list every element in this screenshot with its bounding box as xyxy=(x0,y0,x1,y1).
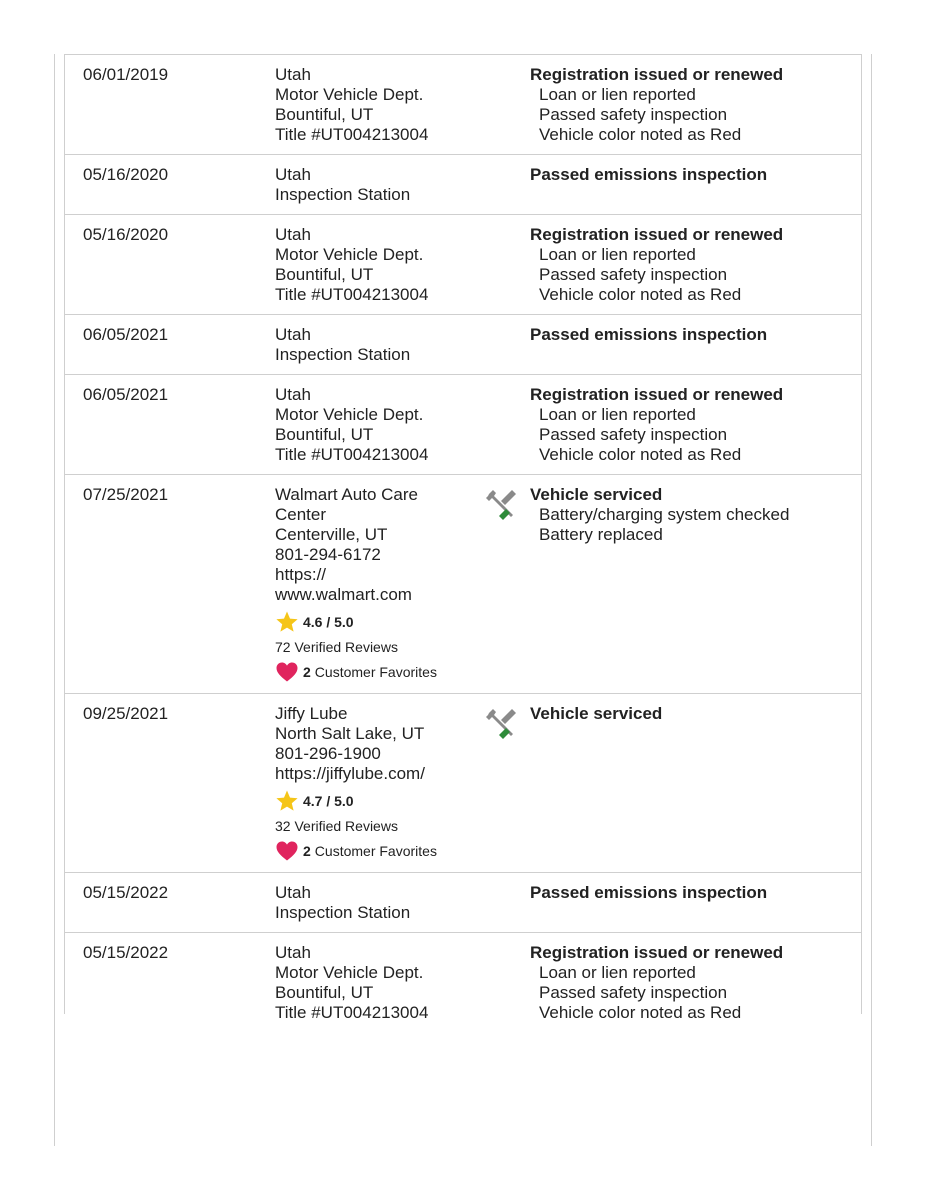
source-line: Utah xyxy=(275,883,311,902)
customer-favorites xyxy=(275,660,475,684)
source-line: 801-296-1900 xyxy=(275,744,381,763)
record-detail-item: Loan or lien reported xyxy=(539,245,696,264)
record-detail-item: Loan or lien reported xyxy=(539,405,696,424)
service-tools-icon xyxy=(485,487,519,521)
record-date: 05/15/2022 xyxy=(83,943,169,962)
table-border-right xyxy=(861,54,862,1014)
source-line: Utah xyxy=(275,65,311,84)
record-headline: Passed emissions inspection xyxy=(530,165,768,184)
record-date: 09/25/2021 xyxy=(83,704,169,723)
history-record-row xyxy=(65,873,861,933)
history-record-row xyxy=(65,694,861,873)
source-line: Utah xyxy=(275,325,311,344)
record-source xyxy=(275,325,475,365)
record-details xyxy=(530,485,789,545)
record-date: 05/16/2020 xyxy=(83,225,169,244)
record-details xyxy=(530,225,783,305)
record-headline: Registration issued or renewed xyxy=(530,943,784,962)
record-source xyxy=(275,165,475,205)
favorites-label: Customer Favorites xyxy=(314,664,437,680)
source-line: Bountiful, UT xyxy=(275,983,374,1002)
rating-value: 4.7 / 5.0 xyxy=(303,793,354,809)
record-details xyxy=(530,65,783,145)
source-website-link[interactable]: https:// xyxy=(275,565,327,584)
verified-reviews-count[interactable]: 32 Verified Reviews xyxy=(275,818,398,834)
record-detail-item: Battery/charging system checked xyxy=(539,505,790,524)
record-date: 06/05/2021 xyxy=(83,325,169,344)
source-line: Center xyxy=(275,505,327,524)
record-date: 05/16/2020 xyxy=(83,165,169,184)
history-record-row xyxy=(65,55,861,155)
history-record-row xyxy=(65,933,861,1032)
record-source xyxy=(275,704,475,863)
source-line: Motor Vehicle Dept. xyxy=(275,85,424,104)
verified-reviews-count[interactable]: 72 Verified Reviews xyxy=(275,639,398,655)
history-record-row xyxy=(65,475,861,694)
record-source xyxy=(275,883,475,923)
record-detail-item: Passed safety inspection xyxy=(539,105,728,124)
history-record-row xyxy=(65,215,861,315)
heart-icon xyxy=(275,839,299,863)
record-source xyxy=(275,225,475,305)
service-tools-icon xyxy=(485,706,519,740)
record-details xyxy=(530,385,783,465)
page-frame-left xyxy=(54,54,55,1146)
star-icon xyxy=(275,610,299,634)
record-details xyxy=(530,325,767,345)
customer-favorites xyxy=(275,839,475,863)
record-detail-item: Loan or lien reported xyxy=(539,963,696,982)
record-source xyxy=(275,65,475,145)
record-detail-item: Loan or lien reported xyxy=(539,85,696,104)
record-source xyxy=(275,485,475,684)
record-headline: Passed emissions inspection xyxy=(530,883,768,902)
source-line: Title #UT004213004 xyxy=(275,445,429,464)
history-record-row xyxy=(65,315,861,375)
favorites-count: 2 xyxy=(303,664,311,680)
history-record-row xyxy=(65,375,861,475)
record-headline: Passed emissions inspection xyxy=(530,325,768,344)
record-source xyxy=(275,385,475,465)
source-line: North Salt Lake, UT xyxy=(275,724,425,743)
record-detail-item: Vehicle color noted as Red xyxy=(539,285,742,304)
record-date: 05/15/2022 xyxy=(83,883,169,902)
history-record-row xyxy=(65,155,861,215)
record-date: 06/05/2021 xyxy=(83,385,169,404)
record-headline: Registration issued or renewed xyxy=(530,225,784,244)
source-line: Jiffy Lube xyxy=(275,704,348,723)
record-detail-item: Passed safety inspection xyxy=(539,425,728,444)
record-details xyxy=(530,883,767,903)
page-frame-right xyxy=(871,54,872,1146)
source-line: Utah xyxy=(275,943,311,962)
star-icon xyxy=(275,789,299,813)
source-line: 801-294-6172 xyxy=(275,545,381,564)
record-headline: Registration issued or renewed xyxy=(530,385,784,404)
record-detail-item: Passed safety inspection xyxy=(539,265,728,284)
source-line: Title #UT004213004 xyxy=(275,1003,429,1022)
source-line: Inspection Station xyxy=(275,185,411,204)
record-detail-item: Vehicle color noted as Red xyxy=(539,445,742,464)
vehicle-history-table xyxy=(65,55,861,1032)
record-details xyxy=(530,165,767,185)
record-details xyxy=(530,704,662,724)
rating xyxy=(275,789,475,813)
rating xyxy=(275,610,475,634)
record-date: 07/25/2021 xyxy=(83,485,169,504)
source-website-link[interactable]: https://jiffylube.com/ xyxy=(275,764,425,783)
source-line: Title #UT004213004 xyxy=(275,125,429,144)
source-line: Motor Vehicle Dept. xyxy=(275,405,424,424)
source-line: Inspection Station xyxy=(275,345,411,364)
rating-value: 4.6 / 5.0 xyxy=(303,614,354,630)
source-line: Motor Vehicle Dept. xyxy=(275,245,424,264)
heart-icon xyxy=(275,660,299,684)
record-headline: Vehicle serviced xyxy=(530,704,663,723)
favorites-label: Customer Favorites xyxy=(314,843,437,859)
source-line: Inspection Station xyxy=(275,903,411,922)
source-line: Utah xyxy=(275,225,311,244)
source-line: Bountiful, UT xyxy=(275,105,374,124)
record-headline: Vehicle serviced xyxy=(530,485,663,504)
record-source xyxy=(275,943,475,1023)
source-line: Walmart Auto Care xyxy=(275,485,418,504)
source-line: Bountiful, UT xyxy=(275,265,374,284)
record-details xyxy=(530,943,783,1023)
favorites-count: 2 xyxy=(303,843,311,859)
record-detail-item: Passed safety inspection xyxy=(539,983,728,1002)
record-headline: Registration issued or renewed xyxy=(530,65,784,84)
record-date: 06/01/2019 xyxy=(83,65,169,84)
source-line: Bountiful, UT xyxy=(275,425,374,444)
source-line: Title #UT004213004 xyxy=(275,285,429,304)
source-line: Motor Vehicle Dept. xyxy=(275,963,424,982)
source-line: Centerville, UT xyxy=(275,525,388,544)
source-line: Utah xyxy=(275,165,311,184)
record-detail-item: Battery replaced xyxy=(539,525,663,544)
source-website-link[interactable]: www.walmart.com xyxy=(275,585,412,604)
record-detail-item: Vehicle color noted as Red xyxy=(539,125,742,144)
source-line: Utah xyxy=(275,385,311,404)
record-detail-item: Vehicle color noted as Red xyxy=(539,1003,742,1022)
